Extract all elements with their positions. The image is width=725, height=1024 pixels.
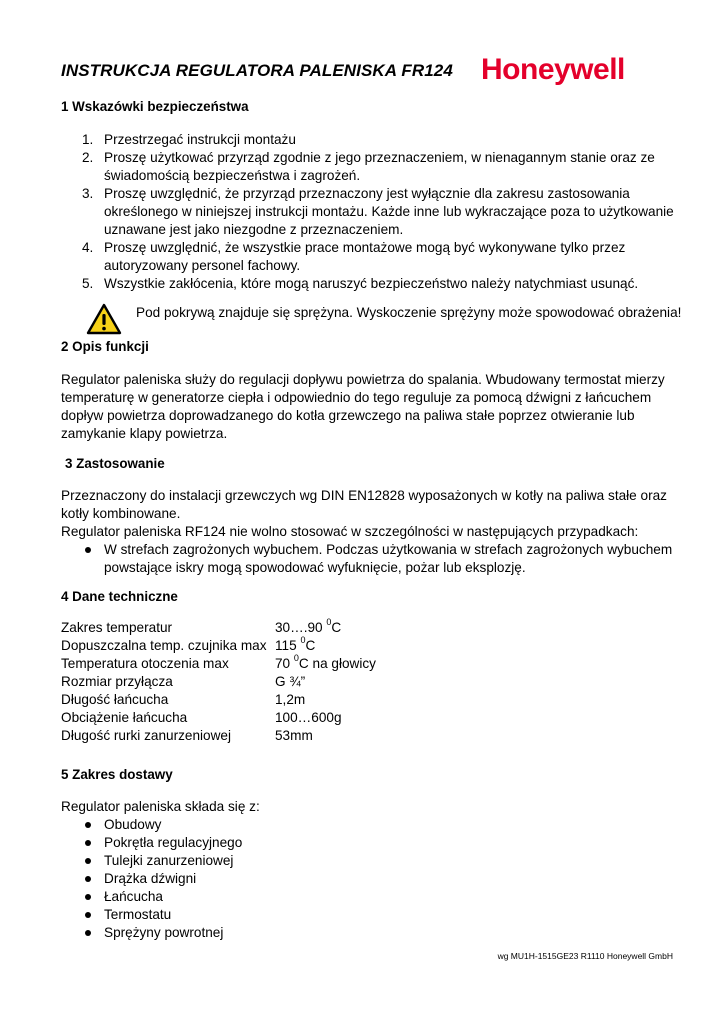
list-line: Wszystkie zakłócenia, które mogą naruszyć bezpieczeństwo należy natychmiast usunąć. [104,276,639,291]
document-footer: wg MU1H-1515GE23 R1110 Honeywell GmbH [497,951,673,961]
list-line: Proszę uwzględnić, że przyrząd przeznaczony jest wyłącznie dla zakresu zastosowania [104,186,630,201]
paragraph-line: zamykanie klapy powietrza. [61,426,228,441]
section-1-heading: 1 Wskazówki bezpieczeństwa [61,99,249,114]
list-item: Obudowy [61,816,260,834]
bullet-icon [85,840,91,846]
list-line: Przestrzegać instrukcji montażu [104,132,296,147]
list-item [61,541,672,577]
safety-list [61,131,681,293]
list-number: 4. [82,240,94,255]
table-row [61,727,376,745]
tech-label: Zakres temperatur [61,620,173,635]
list-line: powstające iskry mogą spowodować wyfuknięcie, pożar lub eksplozję. [104,560,526,575]
section-3-paragraph [61,487,672,577]
tech-label: Dopuszczalna temp. czujnika max [61,638,267,653]
bullet-icon [85,894,91,900]
list-line: Proszę uwzględnić, że wszystkie prace montażowe mogą być wykonywane tylko przez [104,240,626,255]
tech-label: Temperatura otoczenia max [61,656,229,671]
paragraph-line: Przeznaczony do instalacji grzewczych wg DIN EN12828 wyposażonych w kotły na paliwa stałe oraz [61,488,667,503]
list-number: 1. [82,132,94,147]
bullet-list [61,541,672,577]
list-item: Termostatu [61,906,260,924]
section-2-heading: 2 Opis funkcji [61,339,149,354]
list-number: 3. [82,186,94,201]
tech-label: Długość łańcucha [61,692,169,707]
table-row [61,619,376,637]
tech-value: G ¾” [275,674,306,689]
section-4-heading: 4 Dane techniczne [61,589,178,604]
list-line: określonego w niniejszej instrukcji montażu. Każde inne lub wykraczające poza to użytkowanie [104,204,674,219]
tech-value: 53mm [275,728,313,743]
tech-data-table [61,619,376,745]
list-line: świadomością bezpieczeństwa i zagrożeń. [104,168,361,183]
list-number: 2. [82,150,94,165]
paragraph-line: Regulator paleniska RF124 nie wolno stosować w szczególności w następujących przypadkach: [61,524,639,539]
warning-note [86,303,686,335]
list-item: Pokrętła regulacyjnego [61,834,260,852]
paragraph-line: Regulator paleniska składa się z: [61,799,260,814]
paragraph-line: kotły kombinowane. [61,506,181,521]
delivery-list [61,816,260,942]
list-item: Sprężyny powrotnej [61,924,260,942]
warning-triangle-icon [86,303,122,335]
paragraph-line: temperaturę w generatorze ciepła i odpowiednio do tego reguluje za pomocą dźwigni z łańcuchem [61,390,652,405]
list-line: W strefach zagrożonych wybuchem. Podczas użytkowania w strefach zagrożonych wybuchem [104,542,673,557]
bullet-icon [85,822,91,828]
honeywell-logo: Honeywell [481,53,625,86]
tech-value: 115 $^0$C [275,635,316,653]
tech-label: Rozmiar przyłącza [61,674,173,689]
paragraph-line: Regulator paleniska służy do regulacji dopływu powietrza do spalania. Wbudowany termostat mierzy [61,372,665,387]
list-number: 5. [82,276,94,291]
list-line: uznawane jest jako niezgodne z przeznaczeniem. [104,222,404,237]
table-row [61,709,376,727]
tech-value: 70 $^0$C na głowicy [275,653,376,671]
table-row [61,673,376,691]
section-3-heading: 3 Zastosowanie [65,456,165,471]
list-item: Łańcucha [61,888,260,906]
bullet-icon [85,547,91,553]
tech-label: Długość rurki zanurzeniowej [61,728,231,743]
document-title: INSTRUKCJA REGULATORA PALENISKA FR124 [61,61,453,80]
tech-label: Obciążenie łańcucha [61,710,188,725]
tech-value: 30….90 $^0$C [275,617,342,635]
list-item [61,239,681,275]
list-item: Tulejki zanurzeniowej [61,852,260,870]
list-item: Drążka dźwigni [61,870,260,888]
section-5-heading: 5 Zakres dostawy [61,767,173,782]
tech-value: 1,2m [275,692,306,707]
list-item [61,275,681,293]
list-line: Proszę użytkować przyrząd zgodnie z jego przeznaczeniem, w nienagannym stanie oraz ze [104,150,655,165]
table-row [61,637,376,655]
paragraph-line: dopływ powietrza doprowadzanego do kotła grzewczego na paliwa stałe poprzez otwieranie lub [61,408,635,423]
list-line: autoryzowany personel fachowy. [104,258,301,273]
list-item [61,131,681,149]
table-row [61,655,376,673]
tech-value: 100…600g [275,710,342,725]
section-2-paragraph [61,371,665,443]
list-item [61,149,681,185]
table-row [61,691,376,709]
bullet-icon [85,876,91,882]
bullet-icon [85,930,91,936]
warning-text: Pod pokrywą znajduje się sprężyna. Wyskoczenie sprężyny może spowodować obrażenia! [136,305,682,320]
bullet-icon [85,858,91,864]
bullet-icon [85,912,91,918]
list-item [61,185,681,239]
section-5-content [61,798,260,942]
